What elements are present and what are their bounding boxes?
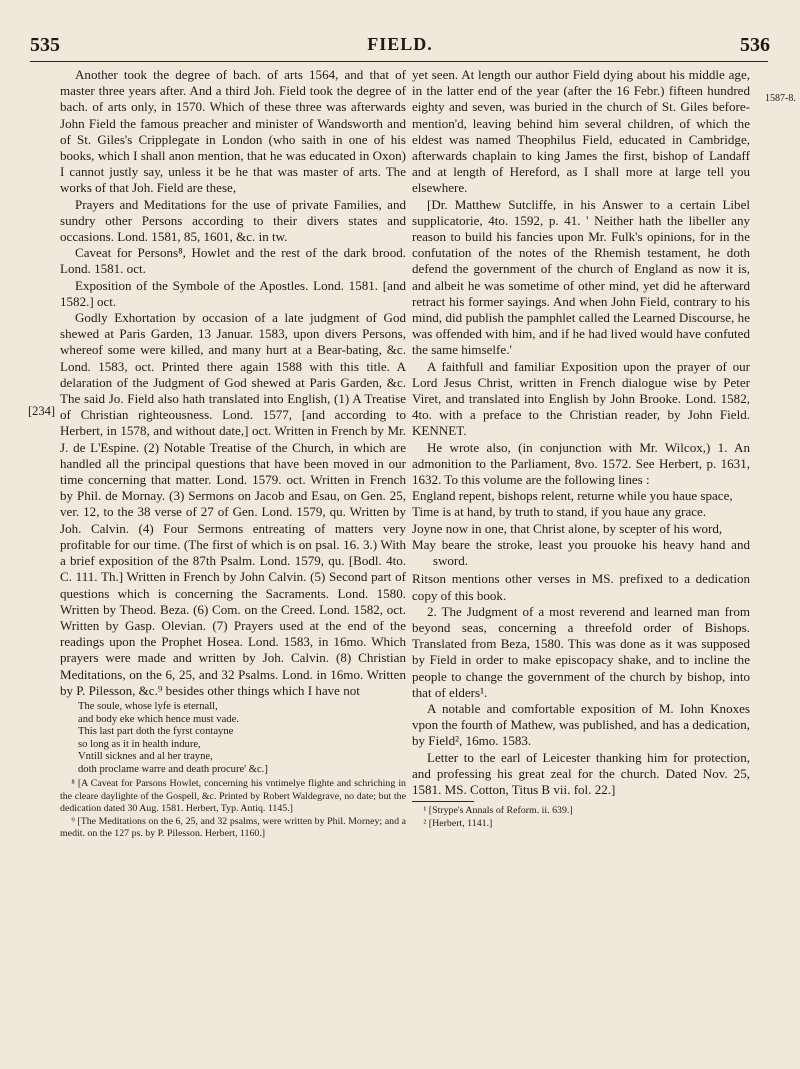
bibliography-entry: Prayers and Meditations for the use of private Families, and sundry other Persons according to their divers states and occasions. Lond. 1581, 85, 1601, &c. in tw. [60, 196, 406, 245]
verse-line: This last part doth the fyrst contayne [78, 726, 234, 738]
footnote-rule [412, 801, 474, 802]
paragraph: [Dr. Matthew Sutcliffe, in his Answer to a certain Libel supplicatorie, 4to. 1592, p. 41. ' Neither hath the libeller any reason to build his fancies upon Mr. Fulk's opinions, for in the confutation of the notes of the Rhemish testament, he doth defend the government of the church of England as now it is, and albeit he was sometime of other mind, yet did he afterward retract his former sayings. And when John Field, contrary to his mind, did publish the pamphlet called the Learned Discourse, he was offended with him, and if he had lived would have confuted the same himselfe.' [412, 196, 750, 358]
verse-line: and body eke which hence must vade. [78, 713, 239, 725]
bibliography-entry: 2. The Judgment of a most reverend and learned man from beyond seas, concerning a threefold order of Bishops. Translated from Beza, 1580. This was done as it was supposed by Field in order to make episcopacy shake, and to incline the people to change the government of the church by bishop, into that of elders¹. [412, 603, 750, 700]
paragraph: Ritson mentions other verses in MS. prefixed to a dedication copy of this book. [412, 571, 750, 603]
left-column [60, 67, 406, 841]
footnote: ² [Herbert, 1141.] [423, 817, 493, 829]
right-column [412, 67, 750, 830]
bibliography-entry: Godly Exhortation by occasion of a late judgment of God shewed at Paris Garden, 13 Januar. 1583, upon divers Persons, whereof some were killed, and many hurt at a Bear-bating, &c. Lond. 1583, oct. Printed there again 1588 with this title. A delaration of the Judgment of God shewed at Paris Garden, &c. The said Jo. Field also hath translated into English, (1) A Treatise of Christian righteousness. Lond. 1577, [and according to Herbert, in 1578, and without date,] oct. Written in French by Mr. J. de L'Espine. (2) Notable Treatise of the Church, in which are handled all the principal questions that have been moved in our time concerning that matter. Lond. 1579. oct. Written in French by Phil. de Mornay. (3) Sermons on Jacob and Esau, on Gen. 25, ver. 12, to the 38 verse of 27 of Gen. Lond. 1579, qu. Written by Joh. Calvin. (4) Four Sermons entreating of matters very profitable for our time. (The first of which is on psal. 16. 3.) With a brief exposition of the 87th Psalm. Lond. 1579, qu. [Bodl. 4to. C. 111. Th.] Written in French by John Calvin. (5) Second part of questions which is concerning the Sacraments. Lond. 1580. Written by Theod. Beza. (6) Com. on the Creed. Lond. 1582, oct. Written by Gasp. Olevian. (7) Prayers used at the end of the readings upon the Prophet Hosea. Lond. 1583, in 16mo. Which prayers were made and written by Joh. Calvin. (8) Christian Meditations, on the 6, 25, and 32 Psalms. Lond. in 16mo. Written by P. Pilesson, &c.⁹ besides other things which I have not [60, 310, 406, 698]
verse-line: so long as it in health indure, [78, 738, 201, 750]
page-number-left: 535 [30, 34, 60, 56]
verse-line: Joyne now in one, that Christ alone, by scepter of his word, [412, 520, 723, 536]
running-title: FIELD. [367, 34, 433, 54]
page-number-right: 536 [740, 34, 770, 56]
footnotes [412, 805, 750, 830]
bibliography-entry: Letter to the earl of Leicester thanking him for protection, and professing his great zeal for the church. Dated Nov. 25, 1581. MS. Cotton, Titus B vii. fol. 22.] [412, 749, 750, 797]
header-rule [30, 61, 768, 62]
footnote: ¹ [Strype's Annals of Reform. ii. 639.] [423, 805, 573, 817]
bibliography-entry: A notable and comfortable exposition of M. Iohn Knoxes vpon the fourth of Mathew, was published, and has a dedication, by Field², 16mo. 1583. [412, 700, 750, 749]
margin-year-note: 1587-8. [765, 93, 796, 104]
verse-line: Time is at hand, by truth to stand, if you haue any grace. [412, 504, 707, 520]
footnotes [60, 778, 406, 840]
paragraph: yet seen. At length our author Field dying about his middle age, in the latter end of the year (after the 16 Febr.) fifteen hundred eighty and seven, was buried in the church of St. Giles before-mention'd, leaving behind him several children, of which the eldest was named Theophilus Field, educated in Cambridge, afterwards chaplain to king James the first, bishop of Landaff and at length of Hereford, as I shall more at large tell you elsewhere. [412, 67, 750, 196]
paragraph: Another took the degree of bach. of arts 1564, and that of master three years after. And a third Joh. Field took the degree of bach. of arts only, in 1570. Which of these three was afterwards John Field the famous preacher and minister of Wandsworth and of St. Giles's Cripplegate in London (who saith in one of his books, which I shall anon mention, that he was educated in Oxon) I cannot justly say, unless it be he that was master of arts. The works of that Joh. Field are these, [60, 67, 406, 196]
paragraph: He wrote also, (in conjunction with Mr. Wilcox,) 1. An admonition to the Parliament, 8vo. 1572. See Herbert, p. 1631, 1632. To this volume are the following lines : [412, 439, 750, 488]
verse-line: doth proclame warre and death procure' &c.] [78, 763, 268, 775]
verse-quotation [412, 488, 750, 569]
bibliography-entry: Caveat for Persons⁸, Howlet and the rest of the dark brood. Lond. 1581. oct. [60, 245, 406, 277]
bibliography-entry: A faithfull and familiar Exposition upon the prayer of our Lord Jesus Christ, written in French dialogue wise by Peter Viret, and translated into English by John Brooke. Lond. 1582, 4to. with a preface to the Christian reader, by John Field. KENNET. [412, 358, 750, 439]
margin-page-reference: [234] [28, 404, 56, 418]
verse-quotation [78, 701, 406, 777]
verse-line: The soule, whose lyfe is eternall, [78, 700, 218, 712]
footnote: ⁹ [The Meditations on the 6, 25, and 32 psalms, were written by Phil. Morney; and a medit. on the 127 ps. by P. Pilesson. Herbert, 1160.] [60, 815, 406, 840]
footnote: ⁸ [A Caveat for Parsons Howlet, concerning his vntimelye flighte and schriching in the cleare daylighte of the Gospell, &c. Printed by Robert Waldegrave, no date; but the dedication dated 30 Aug. 1581. Herbert, Typ. Antiq. 1145.] [60, 778, 406, 815]
running-header [0, 0, 800, 70]
verse-line: England repent, bishops relent, returne while you haue space, [412, 488, 733, 504]
verse-line: May beare the stroke, least you prouoke his heavy hand and sword. [412, 536, 750, 569]
verse-line: Vntill sicknes and al her trayne, [78, 751, 213, 763]
bibliography-entry: Exposition of the Symbole of the Apostles. Lond. 1581. [and 1582.] oct. [60, 277, 406, 309]
